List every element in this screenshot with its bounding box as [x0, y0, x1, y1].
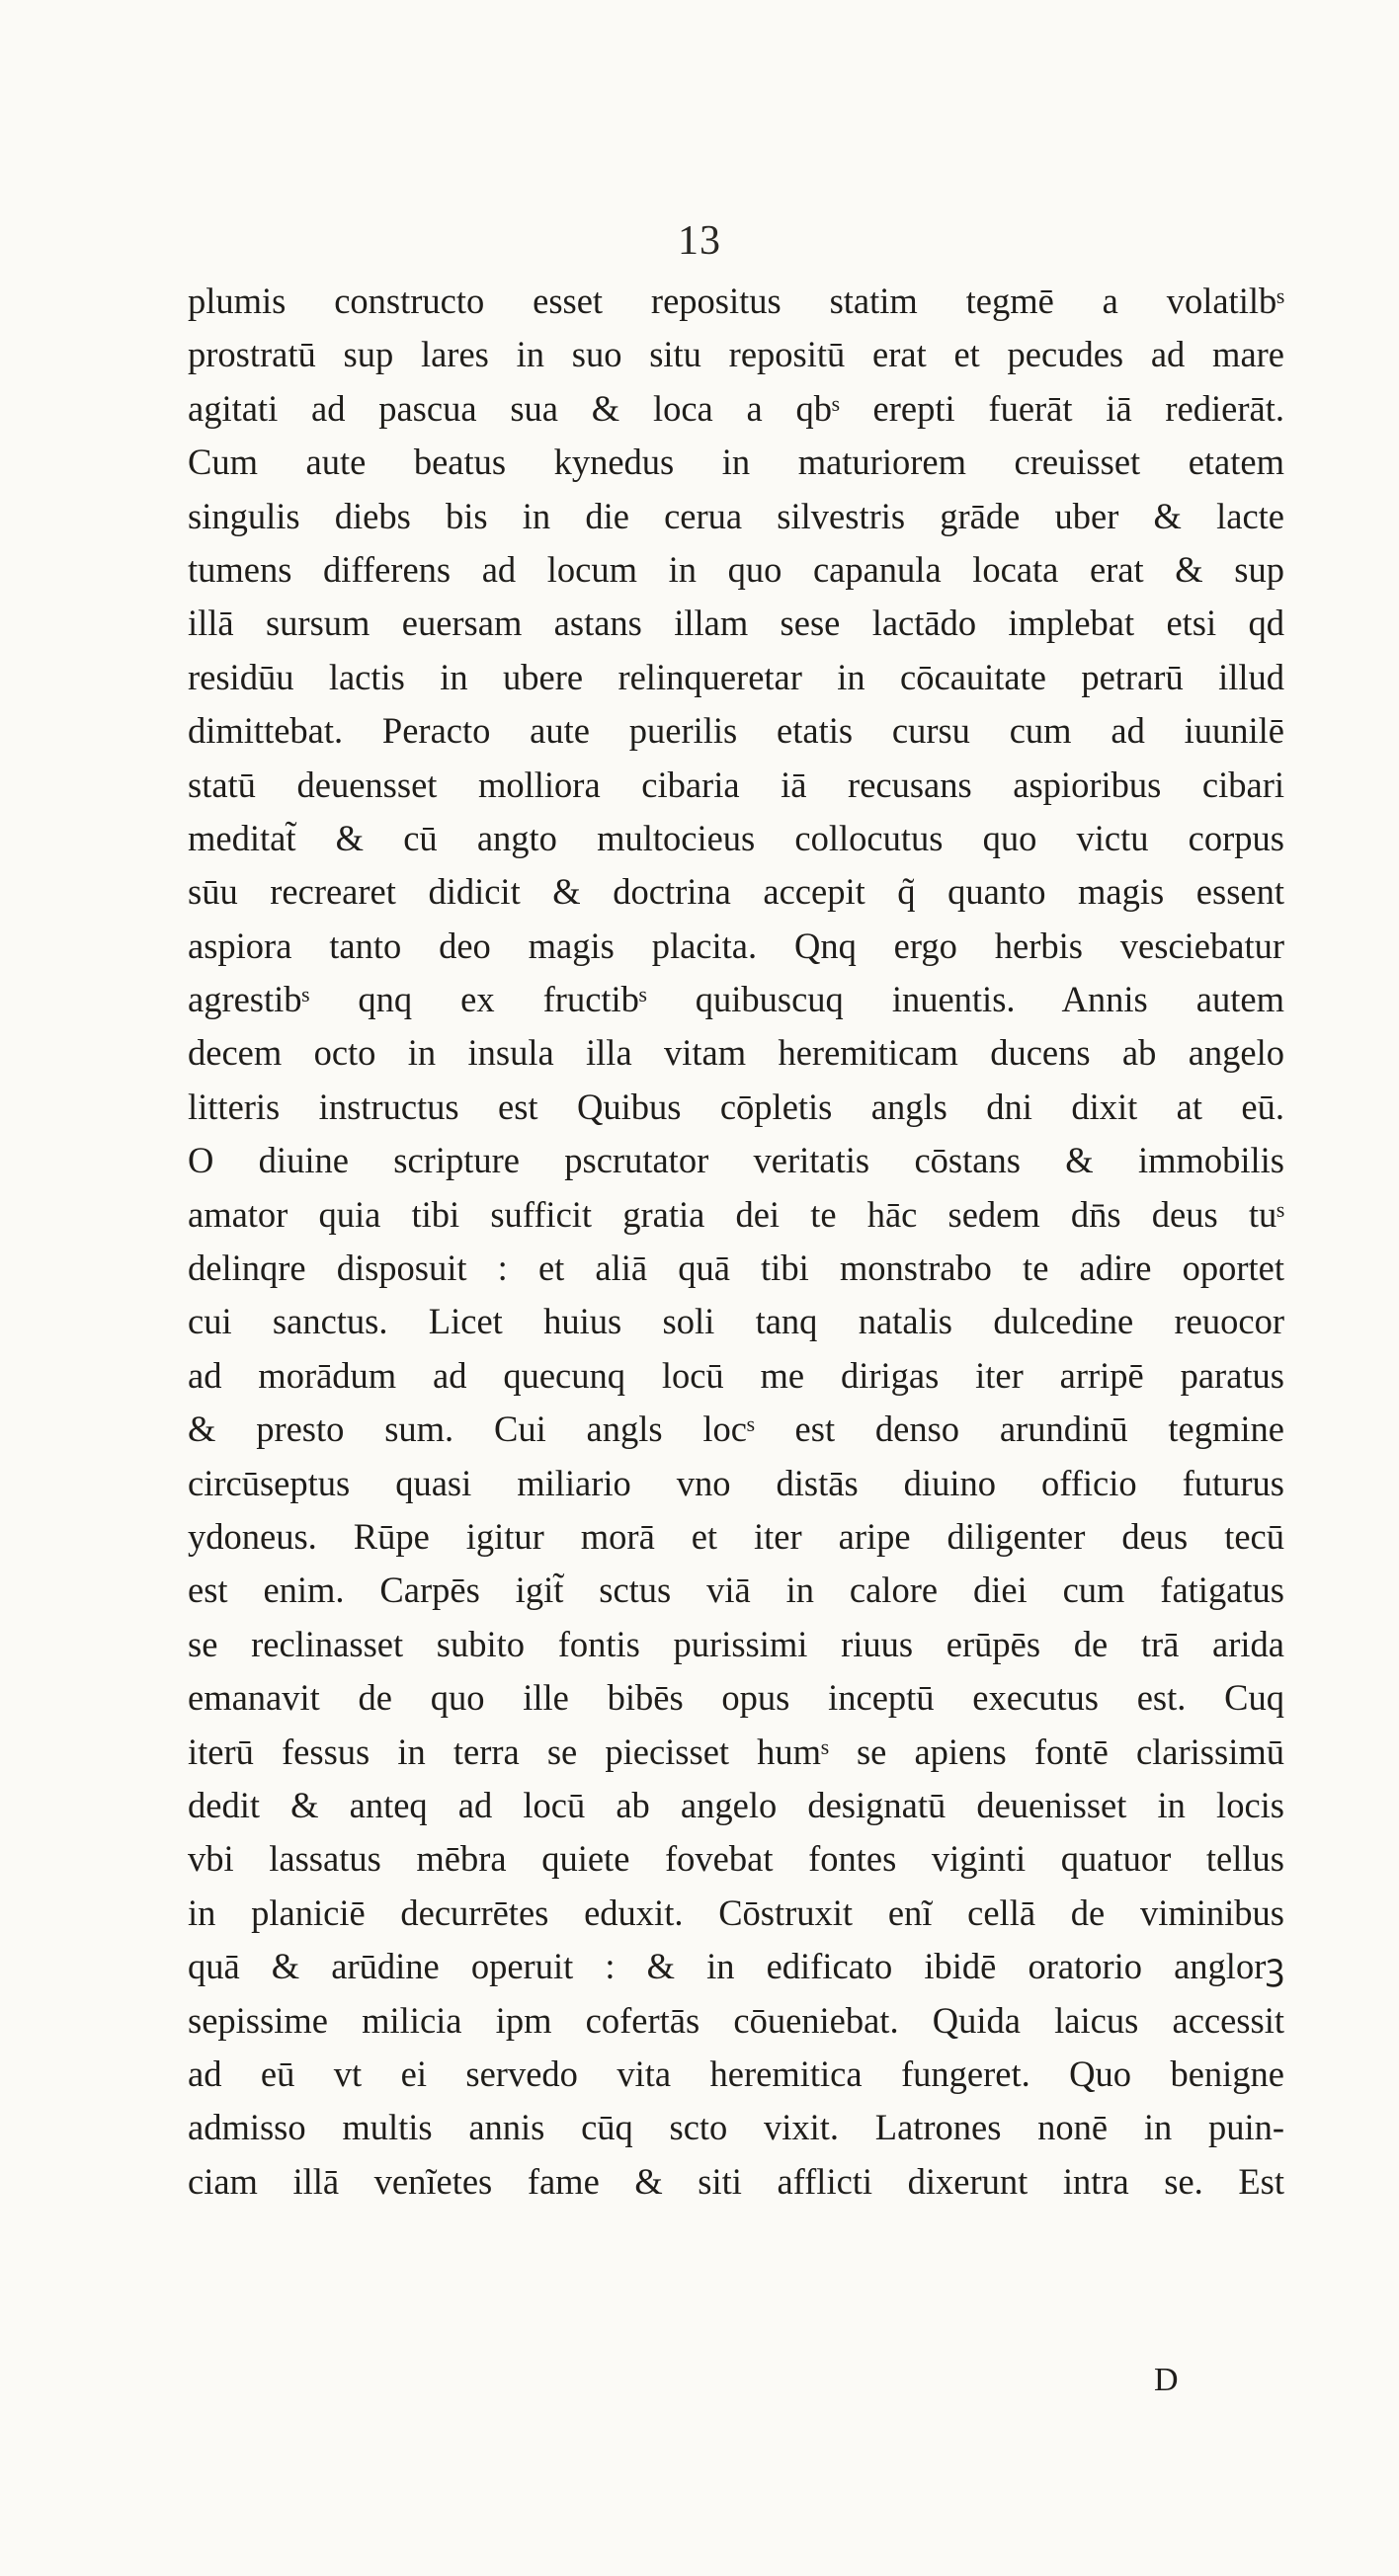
text-line: Cum aute beatus kynedus in maturiorem creuisset etatem	[188, 442, 1284, 483]
text-line: iterū fessus in terra se piecisset humˢ se apiens fontē clarissimū	[188, 1731, 1284, 1772]
body-text	[188, 275, 1284, 2209]
text-line: & presto sum. Cui angls locˢ est denso arundinū tegmine	[188, 1409, 1284, 1450]
text-line: admisso multis annis cūq scto vixit. Latrones nonē in puin-	[188, 2107, 1284, 2148]
text-line: ad eū vt ei servedo vita heremitica fungeret. Quo benigne	[188, 2053, 1284, 2094]
quire-signature: D	[1154, 2362, 1179, 2398]
text-line: vbi lassatus mēbra quiete fovebat fontes viginti quatuor tellus	[188, 1838, 1284, 1880]
text-line: est enim. Carpēs igit̃ sctus viā in calore diei cum fatigatus	[188, 1570, 1284, 1611]
text-line: meditat̃ & cū angto multocieus collocutus quo victu corpus	[188, 817, 1284, 858]
text-line: tumens differens ad locum in quo capanula locata erat & sup	[188, 548, 1284, 590]
text-line: illā sursum euersam astans illam sese lactādo implebat etsi qd	[188, 603, 1284, 644]
text-line: quā & arūdine operuit : & in edificato ibidē oratorio anglorꝫ	[188, 1946, 1284, 1987]
text-line: amator quia tibi sufficit gratia dei te hāc sedem dn̄s deus tuˢ	[188, 1193, 1284, 1235]
text-line: delinqre disposuit : et aliā quā tibi monstrabo te adire oportet	[188, 1248, 1284, 1289]
text-line: aspiora tanto deo magis placita. Qnq ergo herbis vesciebatur	[188, 925, 1284, 966]
text-line: emanavit de quo ille bibēs opus inceptū executus est. Cuq	[188, 1677, 1284, 1719]
text-line: decem octo in insula illa vitam heremiticam ducens ab angelo	[188, 1032, 1284, 1074]
text-line: in planiciē decurrētes eduxit. Cōstruxit enĩ cellā de viminibus	[188, 1892, 1284, 1933]
text-line: prostratū sup lares in suo situ repositū erat et pecudes ad mare	[188, 334, 1284, 375]
text-line: residūu lactis in ubere relinqueretar in cōcauitate petrarū illud	[188, 656, 1284, 697]
text-line: ad morādum ad quecunq locū me dirigas iter arripē paratus	[188, 1354, 1284, 1396]
text-line: se reclinasset subito fontis purissimi riuus erūpēs de trā arida	[188, 1623, 1284, 1664]
text-line: cui sanctus. Licet huius soli tanq natalis dulcedine reuocor	[188, 1301, 1284, 1342]
text-line: plumis constructo esset repositus statim tegmē a volatilbˢ	[188, 281, 1284, 321]
text-line: litteris instructus est Quibus cōpletis angls dni dixit at eū.	[188, 1086, 1284, 1127]
text-line: sepissime milicia ipm cofertās cōueniebat. Quida laicus accessit	[188, 1999, 1284, 2041]
text-line: dimittebat. Peracto aute puerilis etatis cursu cum ad iuunilē	[188, 710, 1284, 752]
text-line: singulis diebs bis in die cerua silvestris grāde uber & lacte	[188, 495, 1284, 536]
text-line: dedit & anteq ad locū ab angelo designatū deuenisset in locis	[188, 1784, 1284, 1825]
page-number: 13	[678, 218, 721, 264]
text-line: O diuine scripture pscrutator veritatis cōstans & immobilis	[188, 1140, 1284, 1181]
text-line: ydoneus. Rūpe igitur morā et iter aripe diligenter deus tecū	[188, 1515, 1284, 1557]
text-line: ciam illā venĩetes fame & siti afflicti dixerunt intra se. Est	[188, 2160, 1284, 2202]
text-line: sūu recrearet didicit & doctrina accepit q̃ quanto magis essent	[188, 871, 1284, 913]
text-line: circūseptus quasi miliario vno distās diuino officio futurus	[188, 1462, 1284, 1503]
text-line: statū deuensset molliora cibaria iā recusans aspioribus cibari	[188, 764, 1284, 805]
text-line: agrestibˢ qnq ex fructibˢ quibuscuq inuentis. Annis autem	[188, 979, 1284, 1020]
text-line: agitati ad pascua sua & loca a qbˢ erepti fuerāt iā redierāt.	[188, 387, 1284, 429]
